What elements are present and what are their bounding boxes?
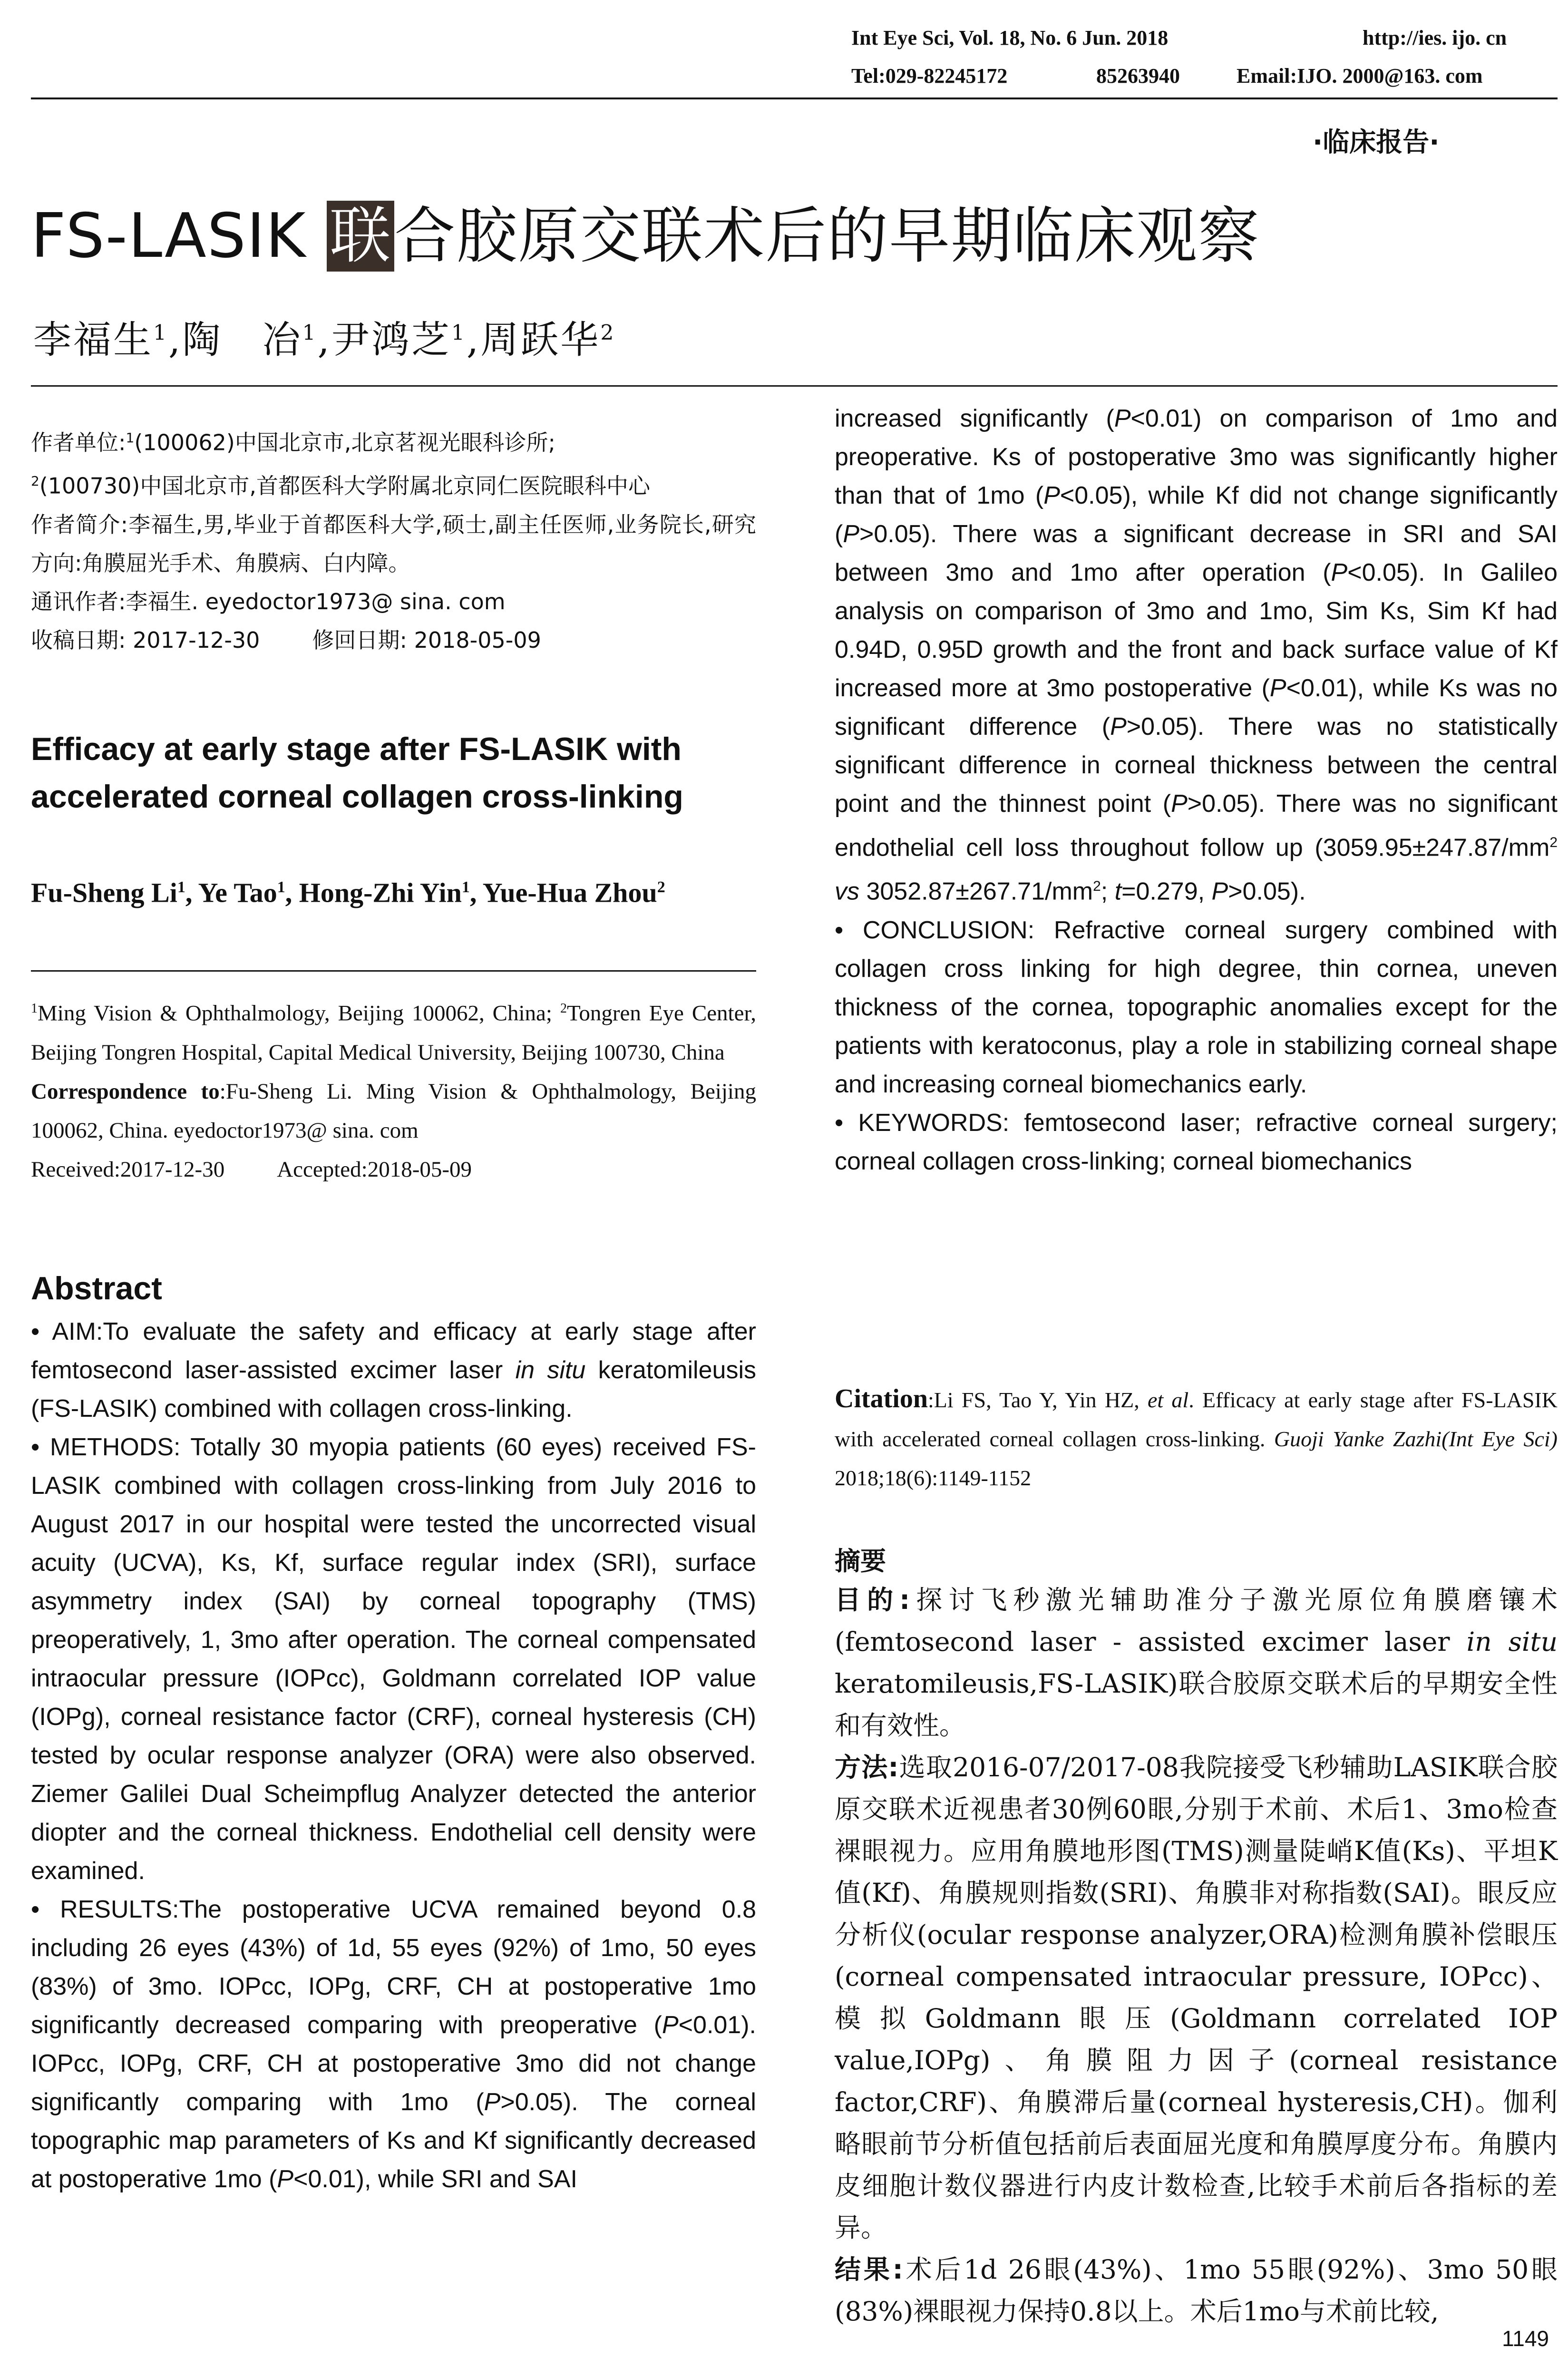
journal-email[interactable]: Email:IJO. 2000@163. com bbox=[1237, 64, 1483, 88]
journal-tel2: 85263940 bbox=[1096, 64, 1180, 88]
received-date: Received:2017-12-30 bbox=[31, 1157, 225, 1182]
abstract-right-column bbox=[835, 405, 1558, 1181]
p-symbol: P bbox=[843, 520, 860, 548]
author-cn-3: ,尹鸿芝 bbox=[317, 318, 451, 362]
revised-date-cn: 修回日期: 2018-05-09 bbox=[312, 627, 541, 653]
methods-label: METHODS: bbox=[49, 1433, 181, 1461]
en-author-1: Fu-Sheng Li bbox=[31, 877, 177, 908]
title-divider bbox=[31, 385, 1558, 387]
author-cn-2: ,陶 冶 bbox=[168, 318, 302, 362]
abstract-methods bbox=[31, 1428, 756, 1890]
journal-header-line1 bbox=[851, 25, 1168, 51]
author-bio: 作者简介:李福生,男,毕业于首都医科大学,硕士,副主任医师,业务院长,研究方向:角膜屈光手术、角膜病、白内障。 bbox=[31, 511, 756, 576]
citation-etal: et al bbox=[1147, 1388, 1189, 1412]
unit-2: (100730)中国北京市,首都医科大学附属北京同仁医院眼科中心 bbox=[39, 473, 650, 499]
english-affiliation bbox=[31, 989, 756, 1189]
results-text-b: <0.01). IOPcc, IOPg, CRF, CH at postoperative 3mo did not change significantly comparing with 1mo ( bbox=[31, 2011, 756, 2116]
author-unit-2 bbox=[31, 462, 756, 505]
conclusion-label: CONCLUSION: bbox=[862, 916, 1035, 944]
results-text-d-cont: increased significantly ( bbox=[835, 405, 1114, 432]
results-text-l: 3052.87±267.71/mm bbox=[859, 877, 1093, 906]
p-symbol: P bbox=[484, 2088, 501, 2116]
p-symbol: P bbox=[1331, 559, 1348, 586]
results-text-h: <0.05). In Galileo analysis on comparison of 3mo and 1mo, Sim Ks, Sim Kf had 0.94D, 0.95D growth and the front and back surface value of Kf increased more at 3mo postoperative ( bbox=[835, 559, 1558, 702]
results-text-d: <0.01), while SRI and SAI bbox=[293, 2165, 577, 2193]
p-symbol: P bbox=[1269, 674, 1286, 702]
results-text-g: >0.05). There was a significant decrease in SRI and SAI between 3mo and 1mo after operation ( bbox=[835, 520, 1558, 586]
results-text-j: >0.05). There was no statistically significant difference in corneal thickness between the central point and the thinnest point ( bbox=[835, 713, 1558, 818]
author-cn-1: 李福生 bbox=[33, 318, 153, 362]
results-text-k: >0.05). There was no significant endothelial cell loss throughout follow up (3059.95±247.87/mm bbox=[835, 790, 1558, 862]
author-sup: 1 bbox=[153, 321, 168, 345]
p-symbol: P bbox=[1110, 713, 1127, 740]
author-info-cn bbox=[31, 419, 756, 660]
superscript: 2 bbox=[1093, 878, 1101, 895]
abstract-aim bbox=[31, 1313, 756, 1428]
p-symbol: P bbox=[1114, 405, 1131, 432]
title-suffix: 合胶原交联术后的早期临床观察 bbox=[394, 201, 1260, 272]
abstract-keywords bbox=[835, 1104, 1558, 1181]
abstract-results-start bbox=[31, 1890, 756, 2199]
received-accepted bbox=[31, 1150, 756, 1189]
en-author-sup: 1 bbox=[461, 878, 470, 896]
affil-sup: 2 bbox=[560, 1001, 567, 1016]
english-authors bbox=[31, 866, 756, 915]
en-author-3: , Hong-Zhi Yin bbox=[285, 877, 462, 908]
header-divider bbox=[31, 97, 1558, 99]
title-highlight: 联 bbox=[327, 201, 394, 272]
en-author-4: , Yue-Hua Zhou bbox=[469, 877, 657, 908]
corresponding-author-cn: 通讯作者:李福生. eyedoctor1973@ sina. com bbox=[31, 588, 506, 614]
en-author-2: , Ye Tao bbox=[185, 877, 277, 908]
journal-tel: Tel:029-82245172 bbox=[851, 64, 1008, 88]
affiliation-divider bbox=[31, 970, 756, 972]
correspondence-text: :Fu-Sheng Li. Ming Vision & Ophthalmology, Beijing 100062, China. eyedoctor1973@ sina. com bbox=[31, 1079, 756, 1143]
abstract-heading: Abstract bbox=[31, 1270, 162, 1306]
article-title bbox=[31, 200, 1260, 273]
cn-abstract-method bbox=[835, 1746, 1558, 2249]
superscript: 2 bbox=[1549, 835, 1558, 850]
t-symbol: t bbox=[1114, 877, 1122, 906]
method-text: 选取2016-07/2017-08我院接受飞秒辅助LASIK联合胶原交联术近视患者30例60眼,分别于术前、术后1、3mo检查裸眼视力。应用角膜地形图(TMS)测量陡峭K值(Ks)、平坦K值(Kf)、角膜规则指数(SRI)、角膜非对称指数(SAI)。眼反应分析仪(ocular response analyzer,ORA)检测角膜补偿眼压(corneal compensated intraocular pressure, IOPcc)、模拟Goldmann眼压(Goldmann correlated IOP value,IOPg)、角膜阻力因子(corneal resistance factor,CRF)、角膜滞后量(corneal hysteresis,CH)。伽利略眼前节分析值包括前后表面屈光度和角膜厚度分布。角膜内皮细胞计数仪器进行内皮计数检查,比较手术前后各指标的差异。 bbox=[835, 1752, 1558, 2243]
dates-cn bbox=[31, 621, 756, 660]
goal-italic: in situ bbox=[1466, 1627, 1558, 1657]
p-symbol: P bbox=[1211, 877, 1228, 906]
en-author-sup: 1 bbox=[177, 878, 185, 896]
aim-text: To evaluate the safety and efficacy at early stage after femtosecond laser-assisted excimer laser bbox=[31, 1318, 756, 1384]
english-title: Efficacy at early stage after FS-LASIK with accelerated corneal collagen cross-linking bbox=[31, 731, 683, 815]
results-text-a: The postoperative UCVA remained beyond 0.8 including 26 eyes (43%) of 1d, 55 eyes (92%) of 1mo, 50 eyes (83%) of 3mo. IOPcc, IOPg, CRF, CH at postoperative 1mo significantly decreased comparing with preoperative ( bbox=[31, 1896, 756, 2039]
abstract-conclusion bbox=[835, 911, 1558, 1104]
bullet-icon: • bbox=[31, 1896, 60, 1923]
author-sup: 2 bbox=[600, 321, 616, 345]
affil-1: Ming Vision & Ophthalmology, Beijing 100062, China; bbox=[38, 1001, 560, 1026]
methods-text: Totally 30 myopia patients (60 eyes) received FS-LASIK combined with collagen cross-linking from July 2016 to August 2017 in our hospital were tested the uncorrected visual acuity (UCVA), Ks, Kf, surface regular index (SRI), surface asymmetry index (SAI) by corneal topography (TMS) preoperatively, 1, 3mo after operation. The corneal compensated intraocular pressure (IOPcc), Goldmann correlated IOP value (IOPg), corneal resistance factor (CRF), corneal hysteresis (CH) tested by ocular response analyzer (ORA) were also observed. Ziemer Galilei Dual Scheimpflug Analyzer detected the anterior diopter and the corneal thickness. Endothelial cell density were examined. bbox=[31, 1433, 756, 1885]
goal-text-b: keratomileusis,FS-LASIK)联合胶原交联术后的早期安全性和有效性。 bbox=[835, 1668, 1558, 1741]
unit-1: (100062)中国北京市,北京茗视光眼科诊所; bbox=[134, 429, 555, 456]
bullet-icon: • bbox=[31, 1433, 50, 1461]
page-number: 1149 bbox=[1502, 2326, 1549, 2351]
result-text: 术后1d 26眼(43%)、1mo 55眼(92%)、3mo 50眼(83%)裸眼视力保持0.8以上。术后1mo与术前比较, bbox=[835, 2254, 1558, 2327]
correspondence bbox=[31, 1072, 756, 1150]
title-prefix: FS-LASIK bbox=[31, 201, 327, 272]
en-author-sup: 1 bbox=[277, 878, 285, 896]
cn-abstract-goal bbox=[835, 1579, 1558, 1746]
abstract-results-cont bbox=[835, 399, 1558, 911]
journal-volume: Int Eye Sci, Vol. 18, No. 6 Jun. 2018 bbox=[851, 26, 1169, 49]
results-text-i: <0.01), while Ks was no significant difference ( bbox=[835, 674, 1558, 740]
citation-text-b: . Efficacy at early stage after FS-LASIK with accelerated corneal collagen cross-linking. bbox=[835, 1388, 1558, 1451]
received-date-cn: 收稿日期: 2017-12-30 bbox=[31, 627, 260, 653]
keywords-label: KEYWORDS: bbox=[858, 1109, 1010, 1137]
section-tag: ·临床报告· bbox=[1313, 127, 1440, 158]
p-symbol: P bbox=[662, 2011, 679, 2039]
author-sup: 1 bbox=[302, 321, 318, 345]
p-symbol: P bbox=[1043, 482, 1060, 509]
unit-sup: 2 bbox=[31, 473, 39, 489]
cn-abstract bbox=[835, 1579, 1558, 2332]
results-text-o: >0.05). bbox=[1228, 877, 1306, 906]
result-label: 结果: bbox=[835, 2254, 903, 2285]
p-symbol: P bbox=[277, 2165, 294, 2193]
unit-sup: 1 bbox=[126, 430, 135, 446]
goal-label: 目的: bbox=[835, 1585, 910, 1615]
cn-abstract-result bbox=[835, 2249, 1558, 2332]
method-label: 方法: bbox=[835, 1752, 899, 1783]
bullet-icon: • bbox=[835, 916, 863, 944]
p-symbol: P bbox=[1171, 790, 1188, 818]
conclusion-text: Refractive corneal surgery combined with collagen cross linking for high degree, thin cornea, uneven thickness of the cornea, topographic anomalies except for the patients with keratoconus, play a role in stabilizing corneal shape and increasing corneal biomechanics early. bbox=[835, 916, 1558, 1098]
aim-text-2: keratomileusis (FS-LASIK) combined with collagen cross-linking. bbox=[31, 1356, 756, 1422]
author-sup: 1 bbox=[451, 321, 467, 345]
journal-url[interactable]: http://ies. ijo. cn bbox=[1363, 26, 1507, 49]
affil-2: Tongren Eye Center, Beijing Tongren Hospital, Capital Medical University, Beijing 100730, China bbox=[31, 1001, 756, 1065]
abstract-left-column bbox=[31, 1313, 756, 2199]
goal-text-a: 探讨飞秒激光辅助准分子激光原位角膜磨镶术(femtosecond laser - assisted excimer laser bbox=[835, 1585, 1558, 1657]
keywords-text: femtosecond laser; refractive corneal surgery; corneal collagen cross-linking; corneal biomechanics bbox=[835, 1109, 1558, 1175]
affiliation-text bbox=[31, 989, 756, 1072]
aim-italic: in situ bbox=[515, 1356, 586, 1384]
results-text-n: =0.279, bbox=[1121, 877, 1212, 906]
citation-text-c: 2018;18(6):1149-1152 bbox=[835, 1466, 1032, 1490]
bullet-icon: • bbox=[31, 1318, 52, 1345]
results-text-f: <0.05), while Kf did not change significantly ( bbox=[835, 482, 1558, 548]
citation-journal: Guoji Yanke Zazhi(Int Eye Sci) bbox=[1274, 1427, 1558, 1451]
cn-abstract-heading: 摘要 bbox=[835, 1546, 886, 1576]
correspondence-label: Correspondence to bbox=[31, 1079, 220, 1104]
results-label: RESULTS: bbox=[60, 1896, 179, 1923]
author-cn-4: ,周跃华 bbox=[466, 318, 601, 362]
results-text-c: >0.05). The corneal topographic map parameters of Ks and Kf significantly decreased at postoperative 1mo ( bbox=[31, 2088, 756, 2193]
citation bbox=[835, 1379, 1558, 1498]
authors-cn bbox=[33, 309, 615, 364]
en-author-sup: 2 bbox=[657, 878, 665, 896]
results-text-m: ; bbox=[1101, 877, 1115, 906]
citation-text-a: :Li FS, Tao Y, Yin HZ, bbox=[928, 1388, 1148, 1412]
aim-label: AIM: bbox=[52, 1318, 103, 1345]
unit-label: 作者单位: bbox=[31, 429, 126, 456]
affil-sup: 1 bbox=[31, 1001, 38, 1016]
bullet-icon: • bbox=[835, 1109, 858, 1137]
citation-label: Citation bbox=[835, 1384, 928, 1413]
author-unit bbox=[31, 419, 756, 462]
results-text-e: <0.01) on comparison of 1mo and preoperative. Ks of postoperative 3mo was significantly higher than that of 1mo ( bbox=[835, 405, 1558, 509]
accepted-date: Accepted:2018-05-09 bbox=[277, 1157, 472, 1182]
vs-italic: vs bbox=[835, 877, 859, 906]
